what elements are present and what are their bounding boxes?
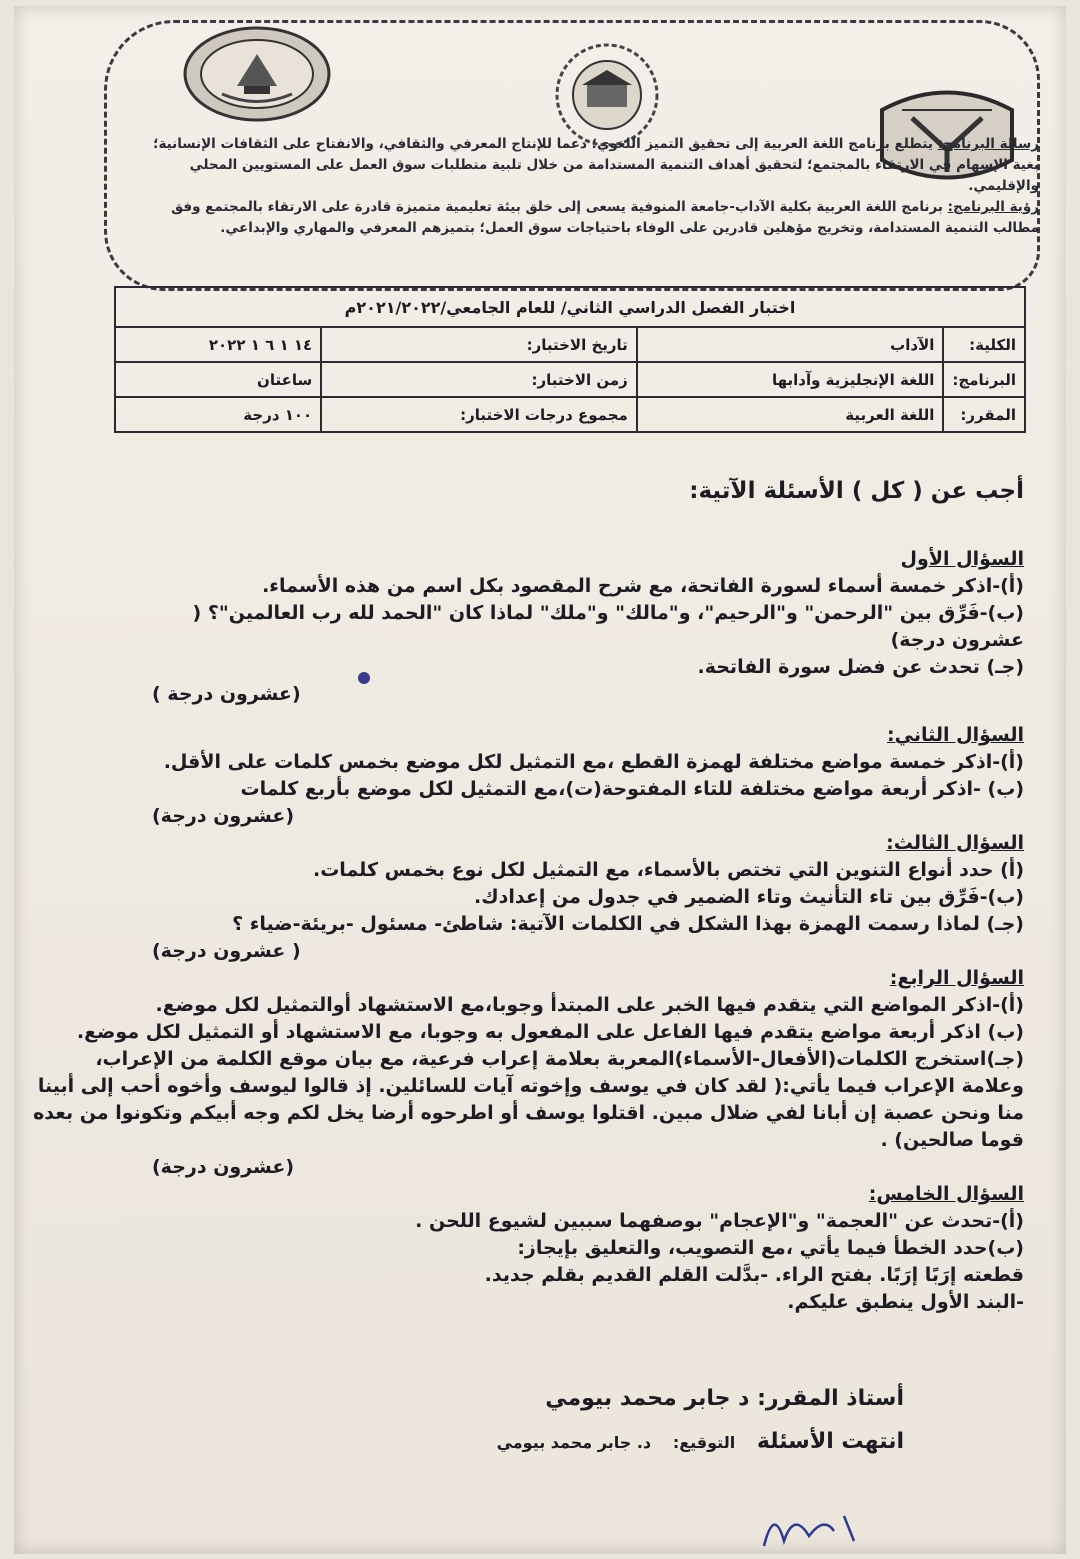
duration-value: ساعتان [115, 362, 321, 397]
signature-name: د. جابر محمد بيومي [496, 1433, 652, 1452]
question-2 [32, 722, 1024, 830]
question-heading: السؤال الأول [900, 548, 1024, 570]
course-value: اللغة العربية [637, 397, 944, 432]
program-label: البرنامج: [943, 362, 1025, 397]
instructions: أجب عن ( كل ) الأسئلة الآتية: [689, 478, 1024, 504]
end-text: انتهت الأسئلة [756, 1429, 904, 1454]
exam-footer [114, 1386, 904, 1454]
course-label: المقرر: [943, 397, 1025, 432]
question-line: (أ)-اذكر المواضع التي يتقدم فيها الخبر على المبتدأ وجوبا،مع الاستشهاد أوالتمثيل لكل موضع. [155, 994, 1024, 1016]
question-heading: السؤال الثالث: [886, 832, 1024, 854]
question-line: (جـ) لماذا رسمت الهمزة بهذا الشكل في الكلمات الآتية: شاطئ- مسئول -بريئة-ضياء ؟ [232, 913, 1024, 935]
question-line: -البند الأول ينطبق عليكم. [787, 1291, 1024, 1313]
question-line: قطعته إرَبًا إرَبًا. بفتح الراء. -بدَّلت القلم القديم بقلم جديد. [484, 1264, 1024, 1286]
question-line: عشرون درجة) [890, 629, 1024, 651]
total-value: ١٠٠ درجة [115, 397, 321, 432]
date-label: تاريخ الاختبار: [321, 327, 637, 362]
exam-title: اختبار الفصل الدراسي الثاني/ للعام الجامعي/٢٠٢١/٢٠٢٢م [115, 287, 1025, 327]
question-heading: السؤال الثاني: [887, 724, 1024, 746]
exam-sheet [14, 6, 1066, 1554]
date-value: ١٤ ١ ٦ ١ ٢٠٢٢ [115, 327, 321, 362]
question-heading: السؤال الخامس: [868, 1183, 1024, 1205]
question-5 [32, 1181, 1024, 1316]
faculty-label: الكلية: [943, 327, 1025, 362]
question-line: (أ)-اذكر خمسة مواضع مختلفة لهمزة القطع ،مع التمثيل لكل موضع بخمس كلمات على الأقل. [163, 751, 1024, 773]
program-logo [182, 24, 332, 124]
question-line: (ب)-فَرِّق بين "الرحمن" و"الرحيم"، و"مالك" و"ملك" لماذا كان "الحمد لله رب العالمين"؟ ( [192, 602, 1024, 624]
question-grade: (عشرون درجة) [152, 805, 295, 827]
vision-label: رؤية البرنامج: [947, 199, 1039, 215]
faculty-value: الآداب [637, 327, 944, 362]
end-signature-line [114, 1429, 904, 1454]
question-3 [32, 830, 1024, 965]
mission-text: يتطلع برنامج اللغة العربية إلى تحقيق التميز اللغوي؛ دعما للإنتاج المعرفي والثقافي، والانفتاح على الثقافات الإنسانية؛ بغية الإسهام في الارتقاء بالمجتمع؛ لتحقيق أهداف التنمية المستدامة من خلال تلبية متطلبات سوق العمل على المستويين المحلي والإقليمي. [153, 136, 1039, 194]
instructor-name: أستاذ المقرر: د جابر محمد بيومي [545, 1386, 904, 1411]
ink-dot [354, 668, 374, 688]
question-grade: ( عشرون درجة) [152, 940, 301, 962]
program-logo-icon [182, 24, 332, 124]
mission-label: رسالة البرنامج: [937, 136, 1039, 152]
question-line: (أ) حدد أنواع التنوين التي تختص بالأسماء، مع التمثيل لكل نوع بخمس كلمات. [313, 859, 1024, 881]
vision-text: برنامج اللغة العربية بكلية الآداب-جامعة المنوفية يسعى إلى خلق بيئة تعليمية متميزة قادرة على الارتقاء بالمجتمع وفق مطالب التنمية المستدامة، وتخريج مؤهلين قادرين على الوفاء باحتياجات سوق العمل؛ بتميزهم المعرفي والمهاري والإبداعي. [171, 199, 1039, 236]
question-grade: (عشرون درجة ) [152, 683, 301, 705]
question-line: (جـ) تحدث عن فضل سورة الفاتحة. [697, 656, 1024, 678]
question-line: (ب)حدد الخطأ فيما يأتي ،مع التصويب، والتعليق بإيجاز: [517, 1237, 1024, 1259]
duration-label: زمن الاختبار: [321, 362, 637, 397]
total-label: مجموع درجات الاختبار: [321, 397, 637, 432]
signature-label: التوقيع: [672, 1433, 736, 1452]
question-4 [32, 965, 1024, 1181]
exam-info-table [114, 286, 1026, 433]
question-1 [32, 546, 1024, 708]
question-line: (أ)-تحدث عن "العجمة" و"الإعجام" بوصفهما سببين لشيوع اللحن . [415, 1210, 1024, 1232]
program-mission-vision [124, 134, 1039, 239]
pen-scribble [754, 1496, 874, 1556]
question-line: (ب)-فَرِّق بين تاء التأنيث وتاء الضمير في جدول من إعدادك. [474, 886, 1024, 908]
program-value: اللغة الإنجليزية وآدابها [637, 362, 944, 397]
question-line: (ب) -اذكر أربعة مواضع مختلفة للتاء المفتوحة(ت)،مع التمثيل لكل موضع بأربع كلمات [240, 778, 1024, 800]
question-grade: (عشرون درجة) [152, 1156, 295, 1178]
question-line: (أ)-اذكر خمسة أسماء لسورة الفاتحة، مع شرح المقصود بكل اسم من هذه الأسماء. [262, 575, 1024, 597]
question-line: (ب) اذكر أربعة مواضع يتقدم فيها الفاعل على المفعول به وجوبا، مع الاستشهاد أو التمثيل لكل موضع. (جـ)استخرج الكلمات(الأفعال-الأسماء)المعربة بعلامة إعراب فرعية، مع بيان موقع الكلمة من الإعراب، وعلامة الإعراب فيما يأتي:( لقد كان في يوسف وإخوته آيات للسائلين. إذ قالوا ليوسف وأخوه أحب إلى أبينا منا ونحن عصبة إن أبانا لفي ضلال مبين. اقتلوا يوسف أو اطرحوه أرضا يخل لكم وجه أبيكم وتكونوا من بعده قوما صالحين) . [33, 1021, 1024, 1151]
question-heading: السؤال الرابع: [889, 967, 1024, 989]
questions-section [32, 546, 1024, 1316]
